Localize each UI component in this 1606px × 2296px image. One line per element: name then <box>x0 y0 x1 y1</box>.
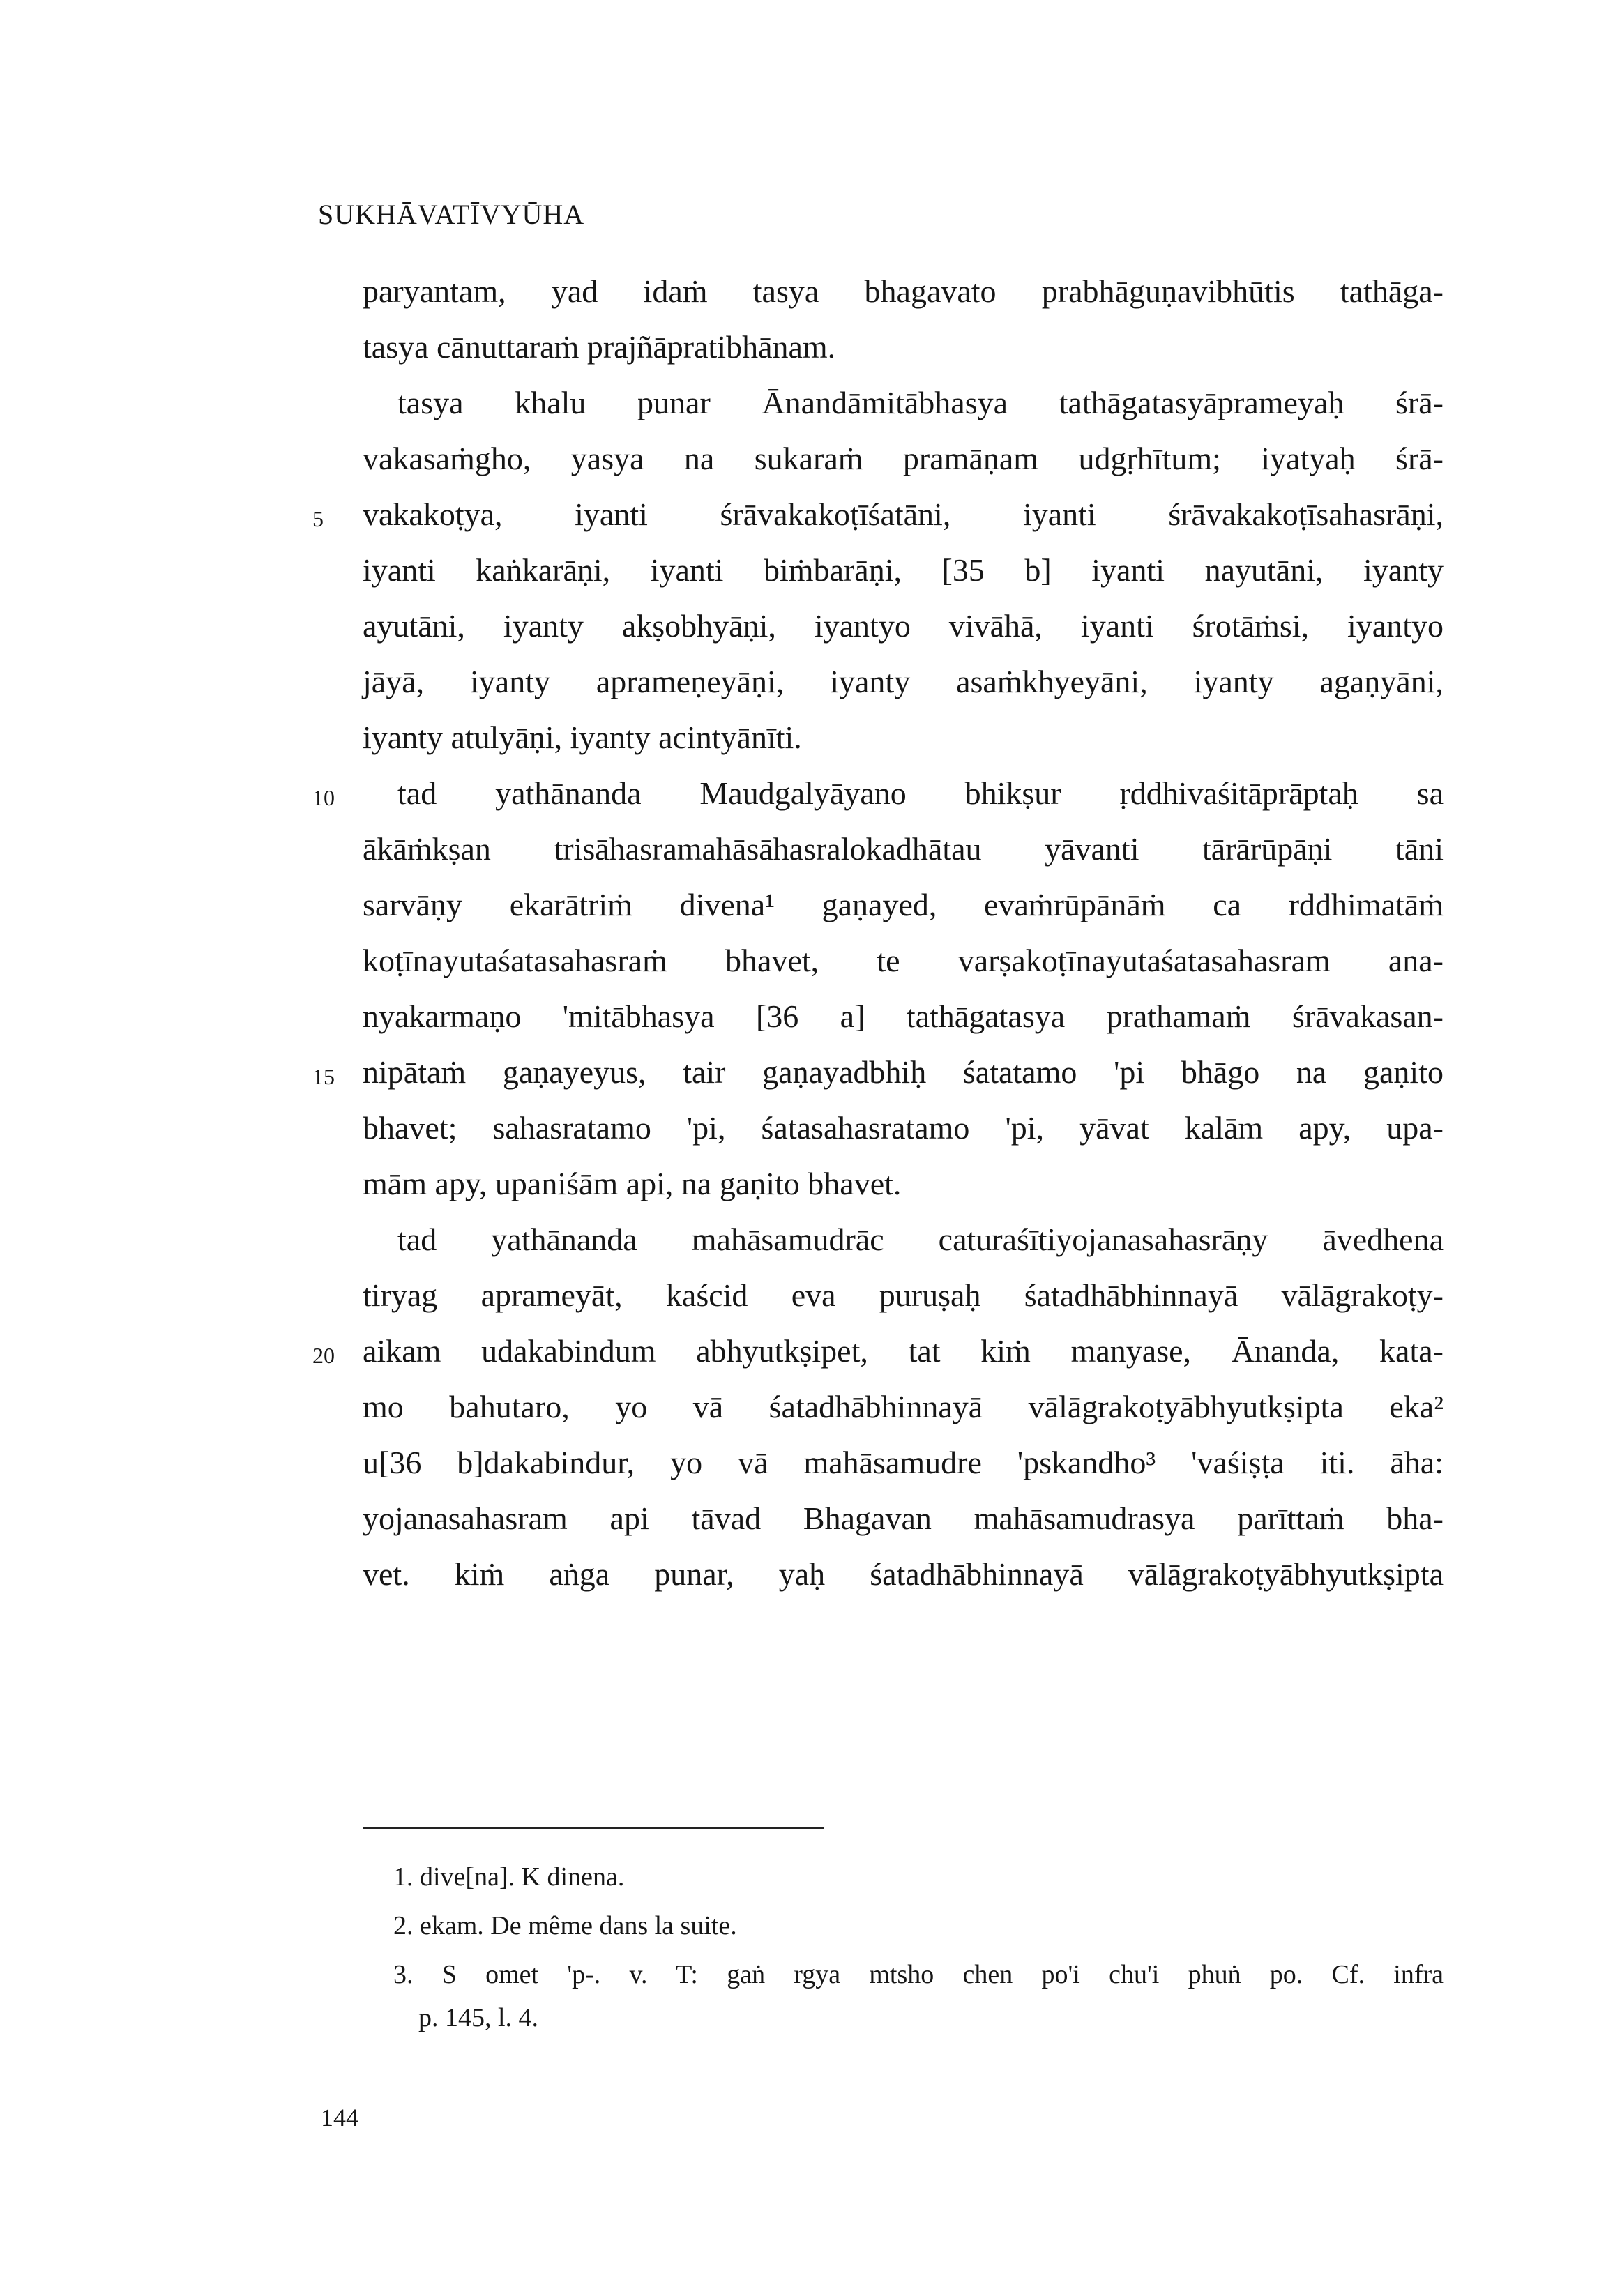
body-line: mo bahutaro, yo vā śatadhābhinnayā vālāgrakoṭyābhyutkṣipta eka² <box>363 1389 1444 1424</box>
body-line: yojanasahasram api tāvad Bhagavan mahāsamudrasya parīttaṁ bha- <box>363 1500 1444 1536</box>
body-line: ayutāni, iyanty akṣobhyāṇi, iyantyo vivāhā, iyanti śrotāṁsi, iyantyo <box>363 608 1444 644</box>
footnote-rule <box>363 1827 824 1829</box>
footnote: 2. ekam. De même dans la suite. <box>393 1911 737 1940</box>
body-line: tad yathānanda mahāsamudrāc caturaśītiyojanasahasrāṇy āvedhena <box>397 1222 1444 1257</box>
footnote: 3. S omet 'p-. v. T: gaṅ rgya mtsho chen po'i chu'i phuṅ po. Cf. infra <box>393 1960 1444 1989</box>
body-line: ākāṁkṣan trisāhasramahāsāhasralokadhātau yāvanti tārārūpāṇi tāni <box>363 831 1444 867</box>
body-line: tasya khalu punar Ānandāmitābhasya tathāgatasyāprameyaḥ śrā- <box>397 385 1444 420</box>
body-line: nyakarmaṇo 'mitābhasya [36 a] tathāgatasya prathamaṁ śrāvakasan- <box>363 998 1444 1034</box>
line-number: 15 <box>312 1064 335 1089</box>
body-line: iyanti kaṅkarāṇi, iyanti biṁbarāṇi, [35 b] iyanti nayutāni, iyanty <box>363 552 1444 588</box>
page-number: 144 <box>321 2104 358 2131</box>
body-line: vakasaṁgho, yasya na sukaraṁ pramāṇam udgṛhītum; iyatyaḥ śrā- <box>363 441 1444 476</box>
running-title: SUKHĀVATĪVYŪHA <box>318 199 585 230</box>
body-line: mām apy, upaniśām api, na gaṇito bhavet. <box>363 1166 902 1201</box>
body-line: sarvāṇy ekarātriṁ divena¹ gaṇayed, evaṁrūpānāṁ ca rddhimatāṁ <box>363 887 1444 922</box>
body-line: koṭīnayutaśatasahasraṁ bhavet, te varṣakoṭīnayutaśatasahasram ana- <box>363 943 1444 978</box>
body-line: vakakoṭya, iyanti śrāvakakoṭīśatāni, iyanti śrāvakakoṭīsahasrāṇi, <box>363 496 1444 532</box>
body-line: bhavet; sahasratamo 'pi, śatasahasratamo 'pi, yāvat kalām apy, upa- <box>363 1110 1444 1146</box>
line-number: 5 <box>312 506 324 531</box>
footnote: 1. dive[na]. K dinena. <box>393 1862 625 1892</box>
body-line: jāyā, iyanty aprameṇeyāṇi, iyanty asaṁkhyeyāni, iyanty agaṇyāni, <box>363 664 1444 699</box>
line-number: 20 <box>312 1343 335 1368</box>
body-line: u[36 b]dakabindur, yo vā mahāsamudre 'pskandho³ 'vaśiṣṭa iti. āha: <box>363 1445 1444 1480</box>
line-number: 10 <box>312 785 335 810</box>
body-line: tasya cānuttaraṁ prajñāpratibhānam. <box>363 329 836 365</box>
body-line: vet. kiṁ aṅga punar, yaḥ śatadhābhinnayā vālāgrakoṭyābhyutkṣipta <box>363 1556 1444 1592</box>
footnote-continuation: p. 145, l. 4. <box>418 2003 539 2032</box>
body-line: tiryag aprameyāt, kaścid eva puruṣaḥ śatadhābhinnayā vālāgrakoṭy- <box>363 1277 1444 1313</box>
body-line: paryantam, yad idaṁ tasya bhagavato prabhāguṇavibhūtis tathāga- <box>363 273 1444 309</box>
body-line: aikam udakabindum abhyutkṣipet, tat kiṁ manyase, Ānanda, kata- <box>363 1333 1444 1369</box>
body-line: iyanty atulyāṇi, iyanty acintyānīti. <box>363 720 802 755</box>
body-line: nipātaṁ gaṇayeyus, tair gaṇayadbhiḥ śatatamo 'pi bhāgo na gaṇito <box>363 1054 1444 1090</box>
body-line: tad yathānanda Maudgalyāyano bhikṣur ṛddhivaśitāprāptaḥ sa <box>397 775 1444 811</box>
